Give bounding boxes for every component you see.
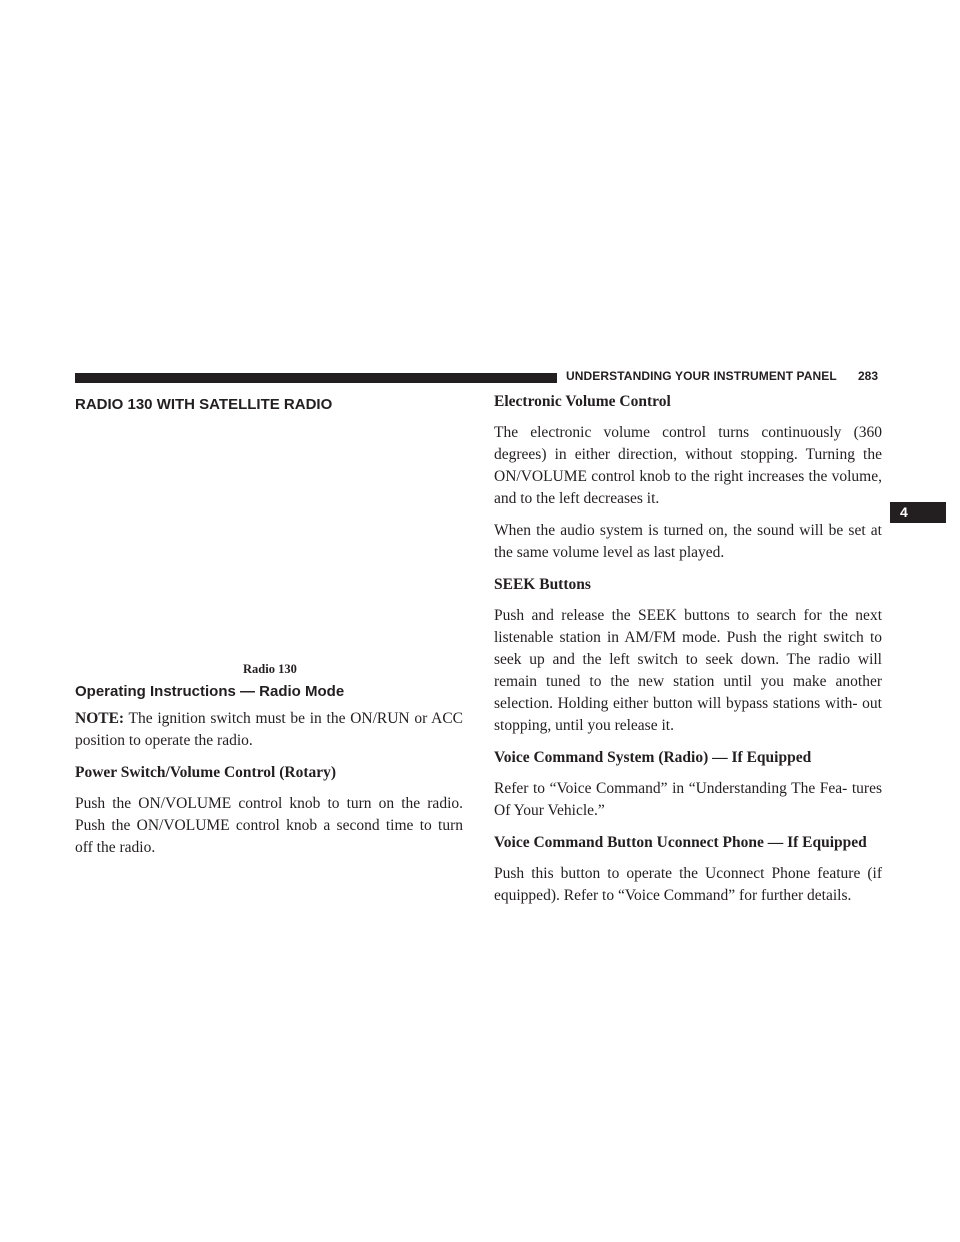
voice-command-system-paragraph: Refer to “Voice Command” in “Understanding The Fea- tures Of Your Vehicle.”: [494, 780, 882, 819]
seek-buttons-heading: SEEK Buttons: [494, 576, 591, 593]
electronic-volume-paragraph-1: The electronic volume control turns continuously (360 degrees) in either direction, without stopping. Turning the ON/VOLUME control knob to the right increases the volume, and to the left decreases it.: [494, 424, 882, 507]
power-switch-heading: Power Switch/Volume Control (Rotary): [75, 764, 337, 781]
power-switch-paragraph: Push the ON/VOLUME control knob to turn on the radio. Push the ON/VOLUME control knob a second time to turn off the radio.: [75, 795, 463, 856]
section-heading: RADIO 130 WITH SATELLITE RADIO: [75, 396, 333, 413]
seek-buttons-paragraph: Push and release the SEEK buttons to search for the next listenable station in AM/FM mode. Push the right switch to seek up and the left switch to seek down. The radio will remain tuned to the new station until you make another selection. Holding either button will bypass stations with- out stopping, until you release it.: [494, 607, 882, 734]
right-column: [494, 391, 882, 917]
note-text: The ignition switch must be in the ON/RUN or ACC position to operate the radio.: [75, 710, 463, 749]
radio-figure: [75, 420, 460, 660]
figure-caption: Radio 130: [243, 662, 297, 676]
operating-instructions-heading: Operating Instructions — Radio Mode: [75, 683, 345, 700]
note-label: NOTE:: [75, 710, 125, 727]
running-header-title: UNDERSTANDING YOUR INSTRUMENT PANEL: [566, 369, 837, 383]
chapter-tab: 4: [890, 502, 946, 523]
voice-command-system-heading: Voice Command System (Radio) — If Equipped: [494, 749, 812, 766]
note-paragraph: [75, 708, 463, 752]
electronic-volume-paragraph-2: When the audio system is turned on, the sound will be set at the same volume level as last played.: [494, 522, 882, 561]
page-number: 283: [858, 369, 879, 383]
electronic-volume-heading: Electronic Volume Control: [494, 393, 671, 410]
voice-command-button-paragraph: Push this button to operate the Uconnect Phone feature (if equipped). Refer to “Voice Command” for further details.: [494, 865, 882, 904]
header-rule: [75, 373, 557, 383]
voice-command-button-heading: Voice Command Button Uconnect Phone — If Equipped: [494, 834, 867, 851]
left-column: [75, 708, 463, 869]
